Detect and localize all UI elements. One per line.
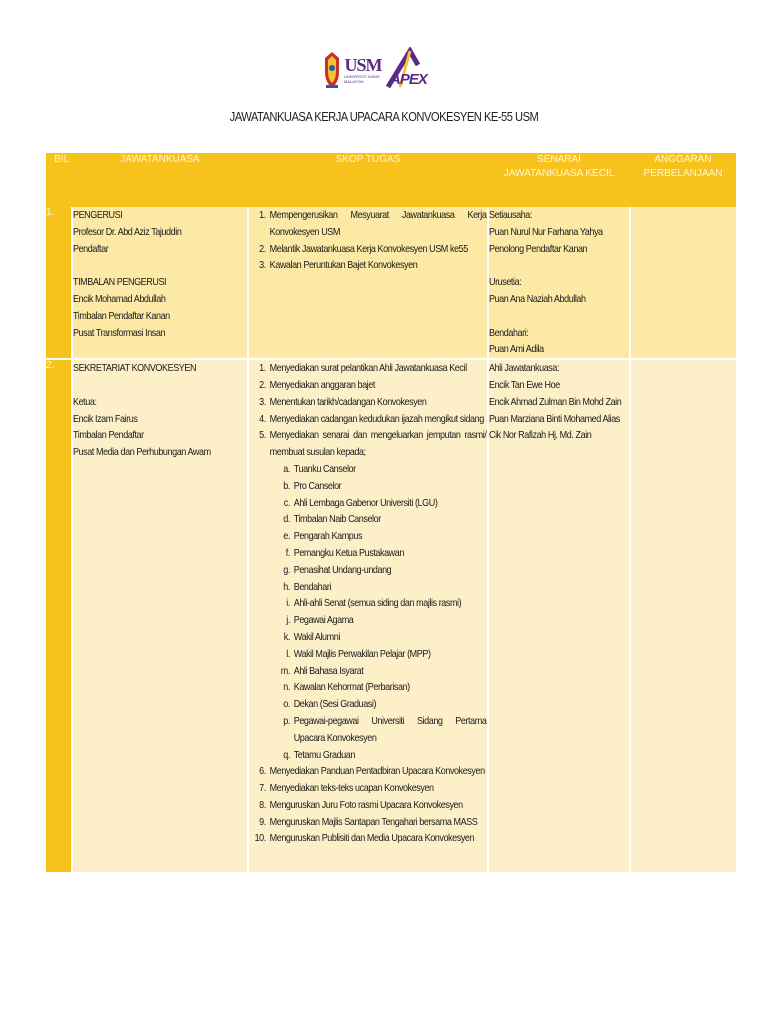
committee-table — [46, 153, 736, 872]
apex-logo — [386, 47, 442, 93]
member-name: Puan Ami Adila — [489, 343, 544, 356]
header-senarai — [488, 153, 630, 207]
list-item: q. Tetamu Graduan — [292, 747, 486, 764]
list-item: 3. Kawalan Peruntukan Bajet Konvokesyen — [268, 257, 487, 274]
jawatankuasa-cell — [72, 207, 248, 359]
list-item: 10. Menguruskan Publisiti dan Media Upacara Konvokesyen — [268, 830, 487, 847]
skop-tugas-cell — [248, 207, 488, 359]
list-item: m. Ahli Bahasa Isyarat — [292, 663, 486, 680]
list-item: c. Ahli Lembaga Gabenor Universiti (LGU) — [292, 495, 486, 512]
list-item: j. Pegawai Agama — [292, 612, 486, 629]
list-item: 9. Menguruskan Majlis Santapan Tengahari bersama MASS — [268, 814, 487, 831]
list-item: o. Dekan (Sesi Graduasi) — [292, 696, 486, 713]
skop-tugas-cell — [248, 359, 488, 872]
member-name: Puan Marziana Binti Mohamed Alias — [489, 412, 620, 425]
header-anggaran — [630, 153, 736, 207]
header-jawatankuasa: JAWATANKUASA — [72, 153, 248, 207]
task-list — [249, 207, 486, 274]
list-item: 2. Melantik Jawatankuasa Kerja Konvokesyen USM ke55 — [268, 241, 487, 258]
list-item: n. Kawalan Kehormat (Perbarisan) — [292, 679, 486, 696]
role-title: Bendahari: — [489, 326, 529, 339]
document-title: JAWATANKUASA KERJA UPACARA KONVOKESYEN KE-55 USM — [229, 109, 539, 124]
member-position: Pendaftar — [73, 242, 109, 255]
role-title: Urusetia: — [489, 276, 522, 289]
list-item: 1. Menyediakan surat pelantikan Ahli Jawatankuasa Kecil — [268, 360, 487, 377]
usm-logo-text: USM — [344, 55, 382, 75]
member-name: Puan Ana Naziah Abdullah — [489, 292, 586, 305]
list-item: a. Tuanku Canselor — [292, 461, 486, 478]
header-anggaran-line-2: PERBELANJAAN — [643, 168, 723, 179]
member-name: Encik Izam Fairus — [73, 412, 138, 425]
table-row — [46, 359, 736, 872]
list-item: d. Timbalan Naib Canselor — [292, 511, 486, 528]
list-item: k. Wakil Alumni — [292, 629, 486, 646]
anggaran-cell — [630, 359, 736, 872]
list-item: 2. Menyediakan anggaran bajet — [268, 377, 487, 394]
list-item: b. Pro Canselor — [292, 478, 486, 495]
header-senarai-line-1: SENARAI — [537, 154, 581, 165]
member-name: Cik Nor Rafizah Hj. Md. Zain — [489, 429, 592, 442]
member-name: Puan Nurul Nur Farhana Yahya — [489, 225, 603, 238]
header-senarai-line-2: JAWATANKUASA KECIL — [503, 168, 615, 179]
list-item: h. Bendahari — [292, 579, 486, 596]
list-item: 8. Menguruskan Juru Foto rasmi Upacara Konvokesyen — [268, 797, 487, 814]
apex-logo-text: APEX — [390, 71, 427, 88]
member-name: Profesor Dr. Abd Aziz Tajuddin — [73, 225, 182, 238]
role-title: Ahli Jawatankuasa: — [489, 362, 560, 375]
usm-crest-icon — [322, 50, 342, 90]
list-item-text: Menyediakan senarai dan mengeluarkan jemputan rasmi/ membuat susulan kepada; — [269, 429, 487, 459]
usm-logo-subtext: UNIVERSITI SAINS MALAYSIA — [344, 74, 380, 84]
table-header-row — [46, 153, 736, 207]
row-number: 2. — [46, 359, 72, 872]
member-name: Encik Ahmad Zulman Bin Mohd Zain — [489, 395, 622, 408]
table-row — [46, 207, 736, 359]
member-department: Pusat Media dan Perhubungan Awam — [73, 446, 211, 459]
role-title: TIMBALAN PENGERUSI — [73, 276, 167, 289]
header-anggaran-line-1: ANGGARAN — [654, 154, 712, 165]
senarai-cell — [488, 207, 630, 359]
task-list — [249, 360, 486, 847]
role-title: Ketua: — [73, 395, 97, 408]
list-item — [268, 427, 487, 763]
logo-group — [322, 44, 442, 96]
list-item: p. Pegawai-pegawai Universiti Sidang Pertama Upacara Konvokesyen — [292, 713, 486, 747]
list-item: l. Wakil Majlis Perwakilan Pelajar (MPP) — [292, 646, 486, 663]
row-number: 1. — [46, 207, 72, 359]
usm-logo — [344, 48, 382, 92]
list-item: 4. Menyediakan cadangan kedudukan ijazah mengikut sidang — [268, 411, 487, 428]
list-item: f. Pemangku Ketua Pustakawan — [292, 545, 486, 562]
list-item: i. Ahli-ahli Senat (semua siding dan majlis rasmi) — [292, 595, 486, 612]
role-title: SEKRETARIAT KONVOKESYEN — [73, 362, 197, 375]
member-position: Timbalan Pendaftar — [73, 429, 144, 442]
list-item: e. Pengarah Kampus — [292, 528, 486, 545]
list-item: 1. Mempengerusikan Mesyuarat Jawatankuasa Kerja Konvokesyen USM — [268, 207, 487, 241]
member-position: Timbalan Pendaftar Kanan — [73, 309, 170, 322]
member-name: Encik Mohamad Abdullah — [73, 292, 166, 305]
anggaran-cell — [630, 207, 736, 359]
header-bil: BIL — [46, 153, 72, 207]
member-department: Pusat Transformasi Insan — [73, 326, 166, 339]
header-skop-tugas: SKOP TUGAS — [248, 153, 488, 207]
list-item: 7. Menyediakan teks-teks ucapan Konvokesyen — [268, 780, 487, 797]
role-title: PENGERUSI — [73, 209, 123, 221]
invitee-list — [270, 461, 487, 763]
list-item: 3. Menentukan tarikh/cadangan Konvokesyen — [268, 394, 487, 411]
list-item: 6. Menyediakan Panduan Pentadbiran Upacara Konvokesyen — [268, 763, 487, 780]
list-item: g. Penasihat Undang-undang — [292, 562, 486, 579]
senarai-cell — [488, 359, 630, 872]
role-title: Setiausaha: — [489, 209, 532, 221]
member-position: Penolong Pendaftar Kanan — [489, 242, 588, 255]
member-name: Encik Tan Ewe Hoe — [489, 378, 560, 391]
jawatankuasa-cell — [72, 359, 248, 872]
